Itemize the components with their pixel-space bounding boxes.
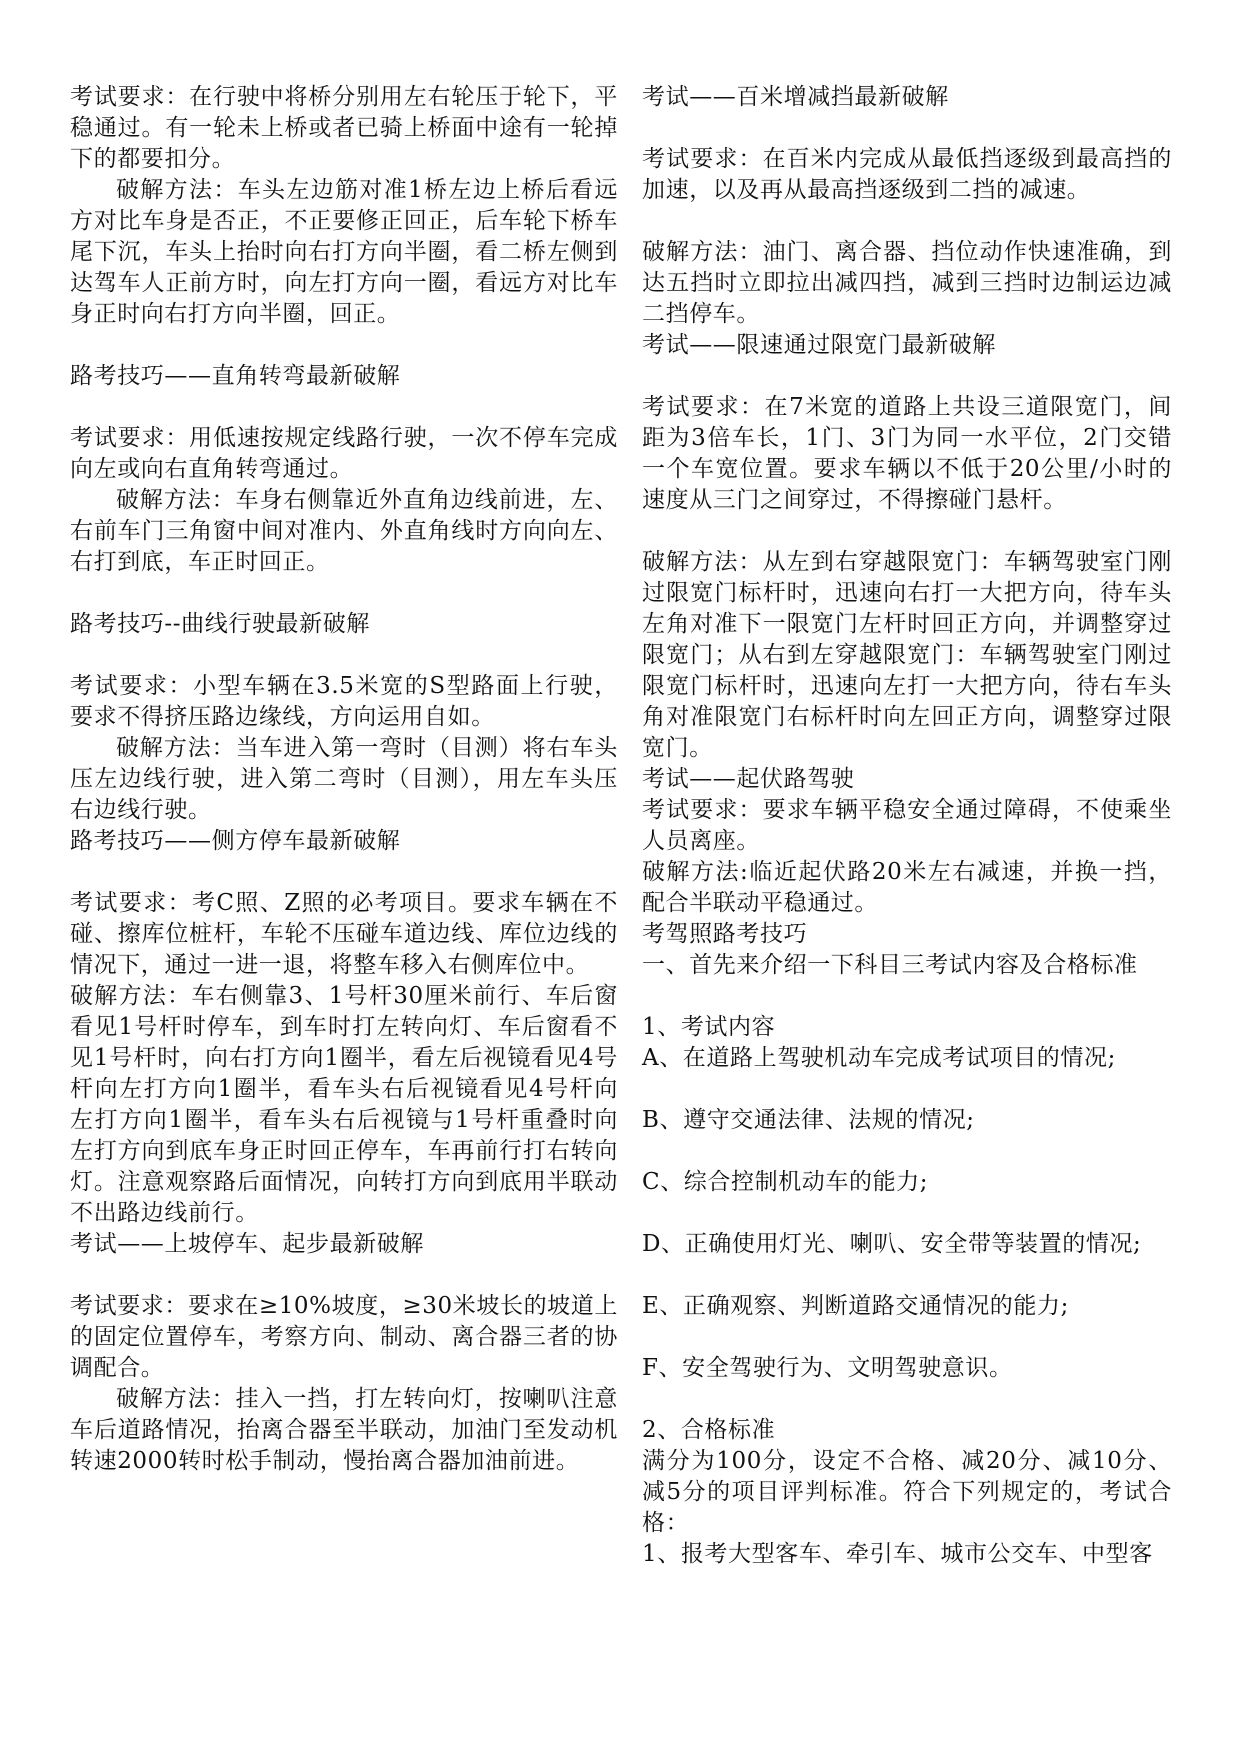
section-heading: 考试——起伏路驾驶 [642, 766, 855, 792]
paragraph-spacer [70, 578, 618, 609]
paragraph: 破解方法：当车进入第一弯时（目测）将右车头压左边线行驶，进入第二弯时（目测），用左车头压右边线行驶。 [70, 735, 618, 823]
section-heading: F、安全驾驶行为、文明驾驶意识。 [642, 1355, 1013, 1381]
paragraph-spacer [642, 206, 1172, 237]
paragraph: 破解方法：油门、离合器、挡位动作快速准确，到达五挡时立即拉出减四挡，减到三挡时边制运边减二挡停车。 [642, 239, 1172, 327]
paragraph-spacer [70, 857, 618, 888]
paragraph-spacer [642, 1384, 1172, 1415]
section-heading: D、正确使用灯光、喇叭、安全带等装置的情况; [642, 1231, 1142, 1257]
paragraph: 考试要求：考C照、Z照的必考项目。要求车辆在不碰、擦库位桩杆，车轮不压碰车道边线、库位边线的情况下，通过一进一退，将整车移入右侧库位中。 [70, 890, 618, 978]
section-heading: E、正确观察、判断道路交通情况的能力; [642, 1293, 1069, 1319]
section-heading: 路考技巧--曲线行驶最新破解 [70, 611, 370, 637]
paragraph-spacer [70, 1260, 618, 1291]
paragraph-spacer [642, 1260, 1172, 1291]
paragraph: 考试要求：在行驶中将桥分别用左右轮压于轮下，平稳通过。有一轮未上桥或者已骑上桥面中途有一轮掉下的都要扣分。 [70, 84, 618, 172]
paragraph: 考试要求：要求车辆平稳安全通过障碍，不使乘坐人员离座。 [642, 797, 1172, 854]
paragraph: 破解方法：车右侧靠3、1号杆30厘米前行、车后窗看见1号杆时停车，到车时打左转向灯、车后窗看不见1号杆时，向右打方向1圈半，看左后视镜看见4号杆向左打方向1圈半，看车头右后视镜看见4号杆向左打方向1圈半，看车头右后视镜与1号杆重叠时向左打方向到底车身正时回正停车，车再前行打右转向灯。注意观察路后面情况，向转打方向到底用半联动不出路边线前行。 [70, 983, 618, 1226]
paragraph: 考试要求：在百米内完成从最低挡逐级到最高挡的加速，以及再从最高挡逐级到二挡的减速。 [642, 146, 1172, 203]
paragraph-spacer [642, 361, 1172, 392]
section-heading: 路考技巧——侧方停车最新破解 [70, 828, 401, 854]
paragraph: 1、报考大型客车、牵引车、城市公交车、中型客 [642, 1541, 1153, 1567]
section-heading: B、遵守交通法律、法规的情况; [642, 1107, 975, 1133]
paragraph: 考试要求：在7米宽的道路上共设三道限宽门，间距为3倍车长，1门、3门为同一水平位，2门交错一个车宽位置。要求车辆以不低于20公里/小时的速度从三门之间穿过，不得擦碰门悬杆。 [642, 394, 1172, 513]
paragraph-spacer [642, 516, 1172, 547]
section-heading: 考驾照路考技巧 [642, 921, 808, 947]
paragraph-spacer [642, 1198, 1172, 1229]
left-column [70, 82, 618, 1477]
section-heading: 一、首先来介绍一下科目三考试内容及合格标准 [642, 952, 1138, 978]
paragraph: 破解方法：从左到右穿越限宽门：车辆驾驶室门刚过限宽门标杆时，迅速向右打一大把方向，待车头左角对准下一限宽门左杆时回正方向，并调整穿过限宽门；从右到左穿越限宽门：车辆驾驶室门刚过限宽门标杆时，迅速向左打一大把方向，待右车头角对准限宽门右标杆时向左回正方向，调整穿过限宽门。 [642, 549, 1172, 761]
paragraph: 满分为100分，设定不合格、减20分、减10分、减5分的项目评判标准。符合下列规定的，考试合格： [642, 1448, 1172, 1536]
paragraph-spacer [70, 392, 618, 423]
right-column [642, 82, 1172, 1570]
paragraph-spacer [70, 330, 618, 361]
paragraph: 破解方法：车身右侧靠近外直角边线前进，左、右前车门三角窗中间对准内、外直角线时方向向左、右打到底，车正时回正。 [70, 487, 618, 575]
paragraph: 考试要求：用低速按规定线路行驶，一次不停车完成向左或向右直角转弯通过。 [70, 425, 618, 482]
paragraph: 破解方法：挂入一挡，打左转向灯，按喇叭注意车后道路情况，抬离合器至半联动，加油门至发动机转速2000转时松手制动，慢抬离合器加油前进。 [70, 1386, 618, 1474]
section-heading: 路考技巧——直角转弯最新破解 [70, 363, 401, 389]
section-heading: 2、合格标准 [642, 1417, 776, 1443]
paragraph-spacer [642, 113, 1172, 144]
paragraph-spacer [642, 1136, 1172, 1167]
paragraph: 破解方法：车头左边筋对准1桥左边上桥后看远方对比车身是否正，不正要修正回正，后车轮下桥车尾下沉，车头上抬时向右打方向半圈，看二桥左侧到达驾车人正前方时，向左打方向一圈，看远方对比车身正时向右打方向半圈，回正。 [70, 177, 618, 327]
section-heading: 1、考试内容 [642, 1014, 776, 1040]
section-heading: C、综合控制机动车的能力; [642, 1169, 929, 1195]
paragraph-spacer [642, 981, 1172, 1012]
paragraph: 考试要求：要求在≥10%坡度，≥30米坡长的坡道上的固定位置停车，考察方向、制动、离合器三者的协调配合。 [70, 1293, 618, 1381]
paragraph: 考试要求：小型车辆在3.5米宽的S型路面上行驶，要求不得挤压路边缘线，方向运用自如。 [70, 673, 618, 730]
section-heading: A、在道路上驾驶机动车完成考试项目的情况; [642, 1045, 1116, 1071]
section-heading: 考试——限速通过限宽门最新破解 [642, 332, 996, 358]
paragraph-spacer [70, 640, 618, 671]
paragraph: 破解方法:临近起伏路20米左右减速，并换一挡，配合半联动平稳通过。 [642, 859, 1172, 916]
paragraph-spacer [642, 1322, 1172, 1353]
section-heading: 考试——上坡停车、起步最新破解 [70, 1231, 424, 1257]
section-heading: 考试——百米增减挡最新破解 [642, 84, 949, 110]
paragraph-spacer [642, 1074, 1172, 1105]
